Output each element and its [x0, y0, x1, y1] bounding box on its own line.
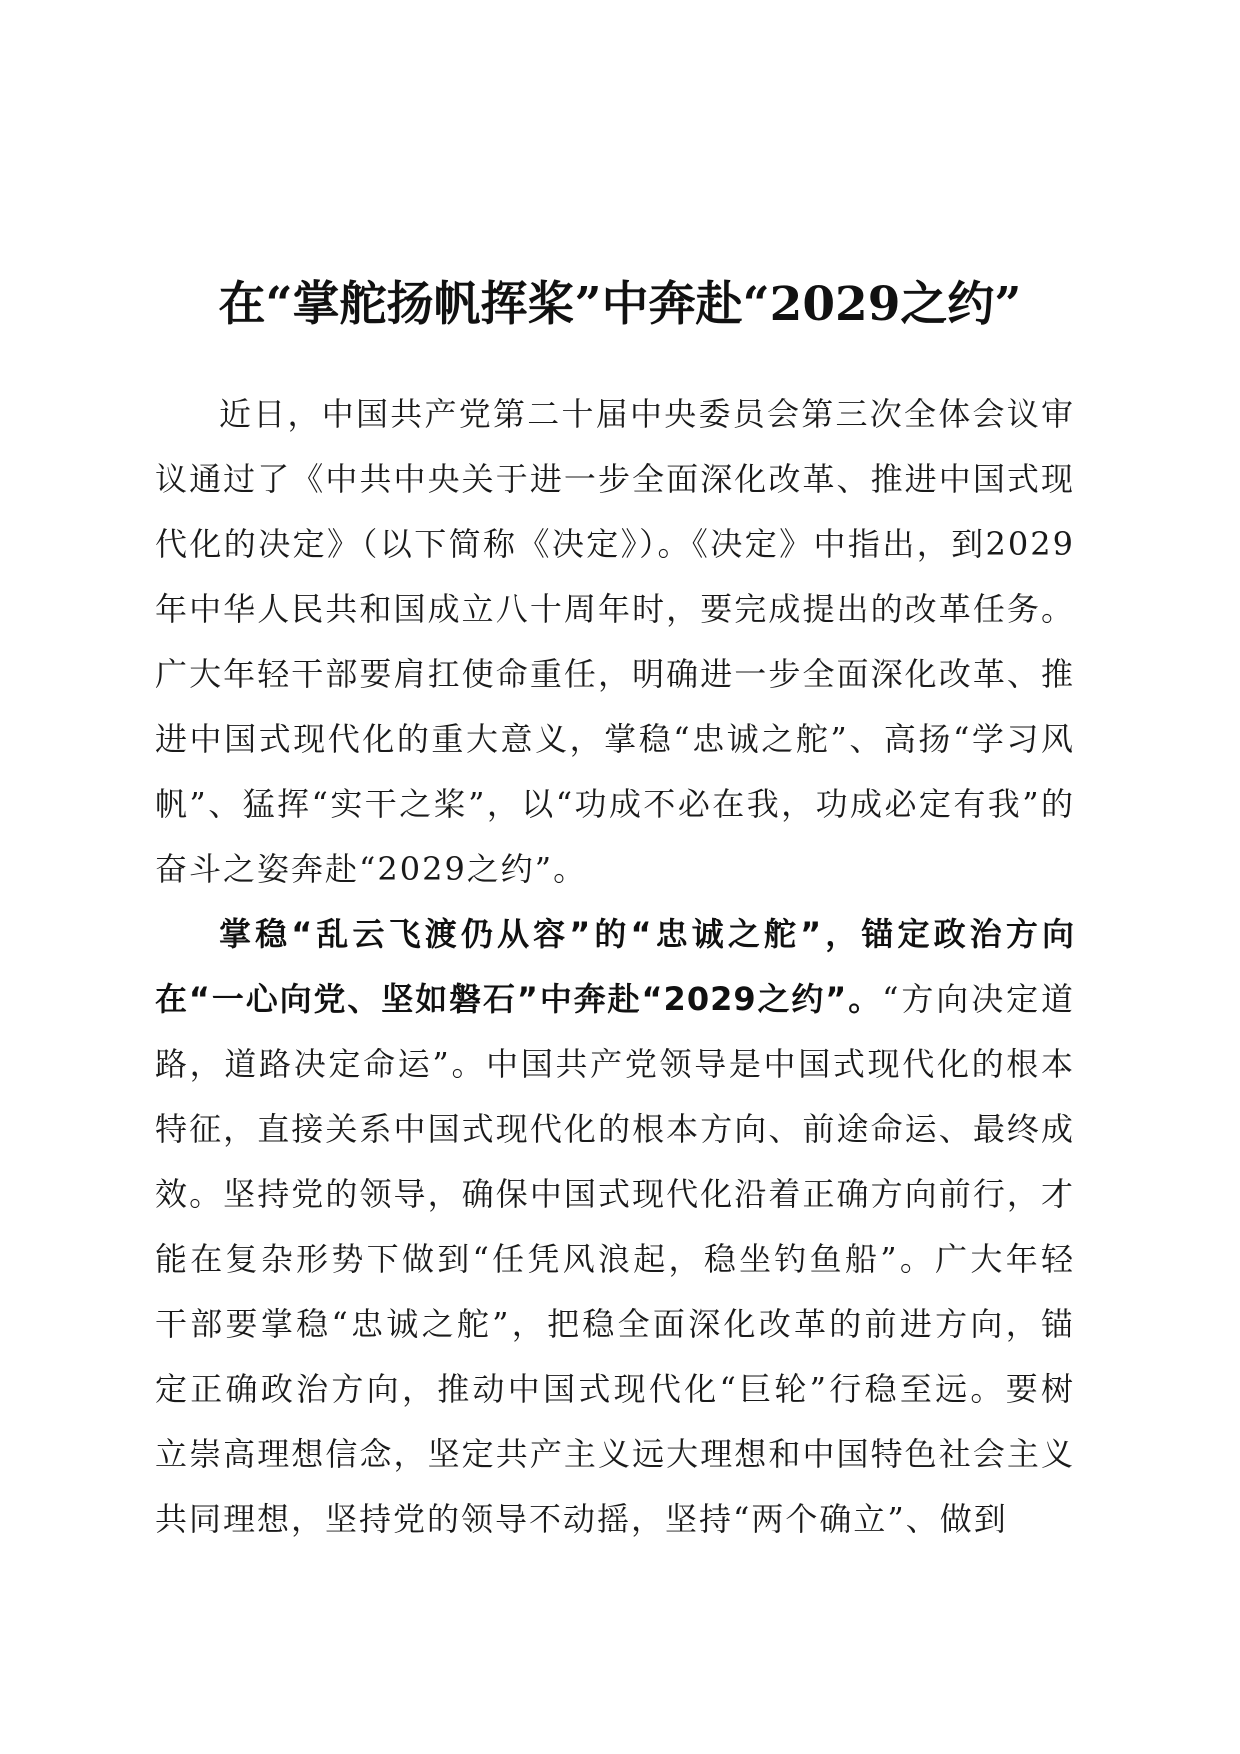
document-body	[155, 382, 1075, 1552]
intro-paragraph: 近日，中国共产党第二十届中央委员会第三次全体会议审议通过了《中共中央关于进一步全面深化改革、推进中国式现代化的决定》（以下简称《决定》）。《决定》中指出，到2029年中华人民共和国成立八十周年时，要完成提出的改革任务。广大年轻干部要肩扛使命重任，明确进一步全面深化改革、推进中国式现代化的重大意义，掌稳“忠诚之舵”、高扬“学习风帆”、猛挥“实干之桨”，以“功成不必在我，功成必定有我”的奋斗之姿奔赴“2029之约”。	[155, 395, 1075, 888]
section-body-text: “方向决定道路，道路决定命运”。中国共产党领导是中国式现代化的根本特征，直接关系中国式现代化的根本方向、前途命运、最终成效。坚持党的领导，确保中国式现代化沿着正确方向前行，才能在复杂形势下做到“任凭风浪起，稳坐钓鱼船”。广大年轻干部要掌稳“忠诚之舵”，把稳全面深化改革的前进方向，锚定正确政治方向，推动中国式现代化“巨轮”行稳至远。要树立崇高理想信念，坚定共产主义远大理想和中国特色社会主义共同理想，坚持党的领导不动摇，坚持“两个确立”、做到	[155, 980, 1075, 1538]
section-paragraph	[155, 902, 1075, 1552]
section-heading: 掌稳“乱云飞渡仍从容”的“忠诚之舵”，锚定政治方向在“一心向党、坚如磐石”中奔赴“2029之约”。	[155, 915, 1075, 1018]
document-title: 在“掌舵扬帆挥桨”中奔赴“2029之约”	[218, 277, 1022, 333]
